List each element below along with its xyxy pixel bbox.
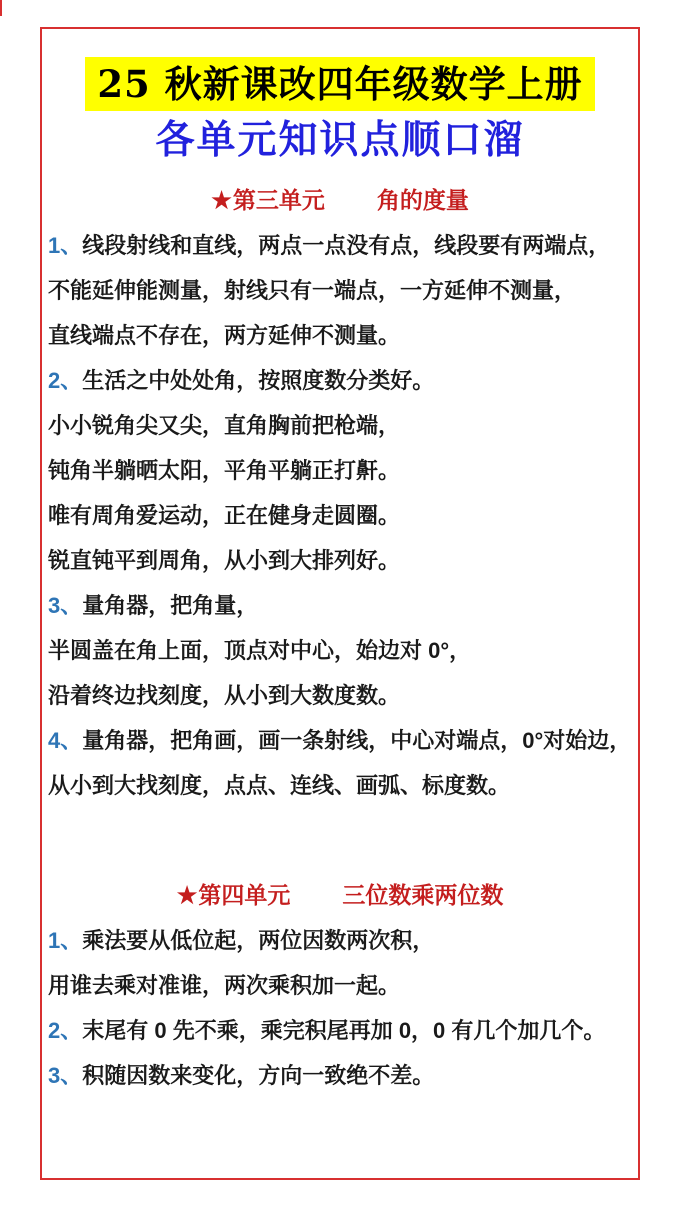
verse-line: [48, 918, 632, 963]
line-number: 3、: [48, 593, 83, 618]
line-number: 4、: [48, 728, 83, 753]
verse-line: [48, 718, 632, 763]
verse-line: [48, 448, 632, 493]
section-unit-group: [211, 185, 325, 215]
line-text: 量角器，把角量，: [82, 593, 259, 618]
verse-line: [48, 963, 632, 1008]
verse-line: [48, 583, 632, 628]
line-text: 小小锐角尖又尖，直角胸前把枪端，: [48, 413, 401, 438]
line-text: 乘法要从低位起，两位因数两次积，: [82, 928, 435, 953]
line-number: 2、: [48, 1018, 83, 1043]
star-icon: ★: [211, 187, 232, 213]
line-number: 2、: [48, 368, 83, 393]
section-topic-label: 三位数乘两位数: [342, 882, 504, 908]
page-edge-mark: [0, 0, 2, 16]
section-heading-unit3: [48, 185, 632, 215]
line-text: 锐直钝平到周角，从小到大排列好。: [48, 548, 401, 573]
line-text: 钝角半躺晒太阳，平角平躺正打鼾。: [48, 458, 401, 483]
star-icon: ★: [176, 882, 198, 908]
content-frame: [40, 27, 640, 1180]
verse-line: [48, 358, 632, 403]
document-title: 25 秋新课改四年级数学上册: [85, 57, 594, 111]
line-number: 3、: [48, 1063, 83, 1088]
section-heading-unit4: [48, 880, 632, 910]
line-number: 1、: [48, 928, 83, 953]
line-text: 沿着终边找刻度，从小到大数度数。: [48, 683, 401, 708]
line-text: 用谁去乘对准谁，两次乘积加一起。: [48, 973, 401, 998]
verse-line: [48, 493, 632, 538]
line-text: 末尾有 0 先不乘，乘完积尾再加 0，0 有几个加几个。: [82, 1018, 606, 1043]
line-text: 不能延伸能测量，射线只有一端点，一方延伸不测量，: [48, 278, 577, 303]
verse-line: [48, 538, 632, 583]
line-text: 线段射线和直线，两点一点没有点，线段要有两端点，: [82, 233, 611, 258]
verse-line: [48, 1008, 632, 1053]
verse-line: [48, 223, 632, 268]
section-topic-label: 角的度量: [376, 187, 469, 213]
document-subtitle: 各单元知识点顺口溜: [155, 117, 525, 163]
line-text: 直线端点不存在，两方延伸不测量。: [48, 323, 401, 348]
line-number: 1、: [48, 233, 83, 258]
line-text: 量角器，把角画，画一条射线，中心对端点，0°对始边，: [82, 728, 632, 753]
verse-line: [48, 628, 632, 673]
line-text: 从小到大找刻度，点点、连线、画弧、标度数。: [48, 773, 511, 798]
verses-unit4: [48, 918, 632, 1098]
section-unit-group: [177, 880, 291, 910]
verse-line: [48, 1053, 632, 1098]
section-unit-label: 第三单元: [232, 187, 325, 213]
verse-line: [48, 268, 632, 313]
verse-line: [48, 313, 632, 358]
line-text: 生活之中处处角，按照度数分类好。: [82, 368, 435, 393]
verse-line: [48, 673, 632, 718]
verses-unit3: [48, 223, 632, 808]
line-text: 半圆盖在角上面，顶点对中心，始边对 0°，: [48, 638, 472, 663]
verse-line: [48, 403, 632, 448]
line-text: 积随因数来变化，方向一致绝不差。: [82, 1063, 435, 1088]
line-text: 唯有周角爱运动，正在健身走圆圈。: [48, 503, 401, 528]
section-unit-label: 第四单元: [198, 882, 291, 908]
verse-line: [48, 763, 632, 808]
title-row: [48, 57, 632, 111]
